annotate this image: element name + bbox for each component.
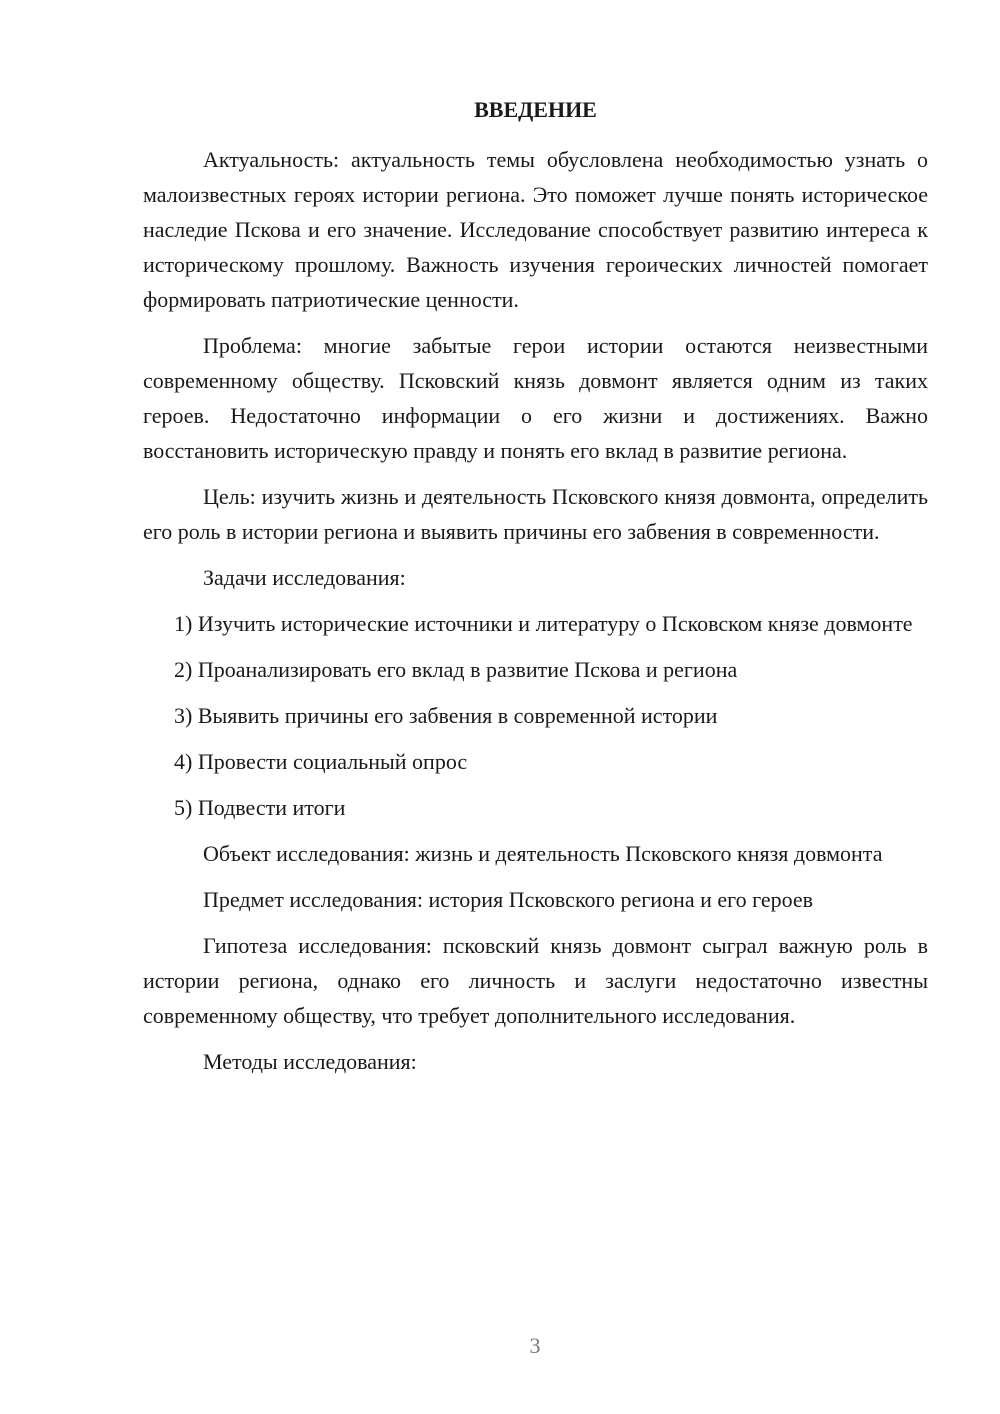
subject-paragraph: Предмет исследования: история Псковского региона и его героев: [203, 887, 814, 912]
task-item-2: 2) Проанализировать его вклад в развитие Пскова и региона: [174, 657, 738, 682]
task-item-4: 4) Провести социальный опрос: [174, 749, 468, 774]
goal-paragraph: Цель: изучить жизнь и деятельность Псковского князя довмонта, определить его роль в истории региона и выявить причины его забвения в современности.: [143, 484, 928, 544]
tasks-heading: Задачи исследования:: [203, 565, 406, 590]
document-page: [143, 92, 928, 1090]
problem-paragraph: Проблема: многие забытые герои истории остаются неизвестными современному обществу. Псковский князь довмонт является одним из таких героев. Недостаточно информации о его жизни и достижениях. Важно восстановить историческую правду и понять его вклад в развитие региона.: [143, 333, 928, 463]
task-item-3: 3) Выявить причины его забвения в современной истории: [174, 703, 718, 728]
hypothesis-paragraph: Гипотеза исследования: псковский князь довмонт сыграл важную роль в истории региона, однако его личность и заслуги недостаточно известны современному обществу, что требует дополнительного исследования.: [143, 933, 928, 1028]
section-title: ВВЕДЕНИЕ: [474, 97, 597, 122]
task-item-5: 5) Подвести итоги: [174, 795, 346, 820]
object-paragraph: Объект исследования: жизнь и деятельность Псковского князя довмонта: [203, 841, 883, 866]
methods-heading: Методы исследования:: [203, 1049, 417, 1074]
page-number: 3: [529, 1333, 541, 1358]
relevance-paragraph: Актуальность: актуальность темы обусловлена необходимостью узнать о малоизвестных героях истории региона. Это поможет лучше понять историческое наследие Пскова и его значение. Исследование способствует развитию интереса к историческому прошлому. Важность изучения героических личностей помогает формировать патриотические ценности.: [143, 147, 928, 312]
tasks-list: [143, 606, 928, 825]
task-item-1: 1) Изучить исторические источники и литературу о Псковском князе довмонте: [174, 611, 913, 636]
